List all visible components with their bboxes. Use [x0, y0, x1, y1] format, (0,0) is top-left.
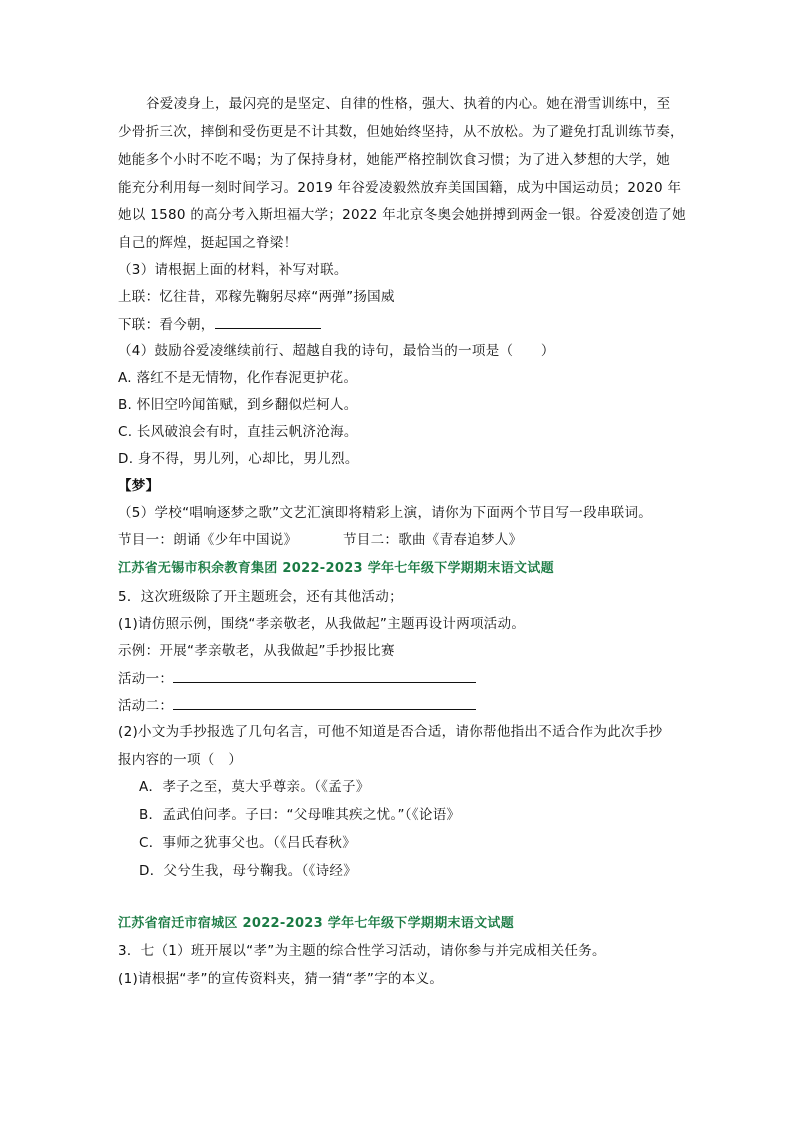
subquestion-2-line: 报内容的一项（ ） — [118, 752, 243, 768]
couplet-lower-label: 下联：看今朝， — [118, 317, 215, 333]
paragraph-line: 能充分利用每一刻时间学习。2019 年谷爱凌毅然放弃美国国籍，成为中国运动员；2020 年 — [118, 180, 682, 196]
activity-one — [118, 668, 476, 689]
option-d: D．父兮生我，母兮鞠我。（《诗经》 — [139, 863, 357, 879]
question-4: （4）鼓励谷爱凌继续前行、超越自我的诗句，最恰当的一项是（ ） — [118, 343, 555, 359]
subquestion-1: (1)请根据“孝”的宣传资料夹，猜一猜“孝”字的本义。 — [118, 971, 444, 987]
activity-one-label: 活动一： — [118, 671, 174, 687]
option-d: D. 身不得，男儿列，心却比，男儿烈。 — [118, 451, 359, 467]
option-a: A. 落红不是无情物，化作春泥更护花。 — [118, 370, 358, 386]
activity-two-label: 活动二： — [118, 698, 174, 714]
couplet-lower — [118, 314, 321, 335]
activity-one-blank[interactable] — [173, 668, 476, 683]
program-one: 节目一：朗诵《少年中国说》 — [118, 532, 298, 548]
question-3: （3）请根据上面的材料，补写对联。 — [118, 262, 348, 278]
source-heading: 江苏省宿迁市宿城区 2022-2023 学年七年级下学期期末语文试题 — [118, 916, 515, 931]
source-heading: 江苏省无锡市积余教育集团 2022-2023 学年七年级下学期期末语文试题 — [118, 561, 554, 576]
question-3-title: 3．七（1）班开展以“孝”为主题的综合性学习活动，请你参与并完成相关任务。 — [118, 943, 606, 959]
paragraph-line: 自己的辉煌，挺起国之脊梁！ — [118, 235, 298, 251]
program-two: 节目二：歌曲《青春追梦人》 — [343, 532, 523, 548]
couplet-upper: 上联：忆往昔，邓稼先鞠躬尽瘁“两弹”扬国威 — [118, 289, 395, 305]
option-b: B. 怀旧空吟闻笛赋，到乡翻似烂柯人。 — [118, 397, 358, 413]
subquestion-2-line: (2)小文为手抄报选了几句名言，可他不知道是否合适，请你帮他指出不适合作为此次手抄 — [118, 724, 663, 740]
activity-two-blank[interactable] — [173, 695, 476, 710]
activity-two — [118, 695, 476, 716]
answer-blank[interactable] — [215, 314, 321, 329]
paragraph-line: 少骨折三次，摔倒和受伤更是不计其数，但她始终坚持，从不放松。为了避免打乱训练节奏， — [118, 124, 684, 140]
paragraph-line: 谷爱凌身上，最闪亮的是坚定、自律的性格，强大、执着的内心。她在滑雪训练中，至 — [146, 96, 671, 112]
paragraph-line: 她能多个小时不吃不喝；为了保持身材，她能严格控制饮食习惯；为了进入梦想的大学，她 — [118, 152, 670, 168]
option-b: B．孟武伯问孝。子曰：“父母唯其疾之忧。”（《论语》 — [139, 807, 461, 823]
paragraph-line: 她以 1580 的高分考入斯坦福大学；2022 年北京冬奥会她拼搏到两金一银。谷爱凌创造了她 — [118, 207, 686, 223]
example-line: 示例：开展“孝亲敬老，从我做起”手抄报比赛 — [118, 643, 395, 659]
dream-heading: 【梦】 — [118, 478, 160, 494]
option-a: A．孝子之至，莫大乎尊亲。（《孟子》 — [139, 779, 370, 795]
subquestion-1: (1)请仿照示例，围绕“孝亲敬老，从我做起”主题再设计两项活动。 — [118, 616, 526, 632]
question-5: （5）学校“唱响逐梦之歌”文艺汇演即将精彩上演，请你为下面两个节目写一段串联词。 — [118, 505, 653, 521]
question-5-title: 5．这次班级除了开主题班会，还有其他活动； — [118, 589, 403, 605]
option-c: C．事师之犹事父也。（《吕氏春秋》 — [139, 835, 357, 851]
option-c: C. 长风破浪会有时，直挂云帆济沧海。 — [118, 424, 358, 440]
